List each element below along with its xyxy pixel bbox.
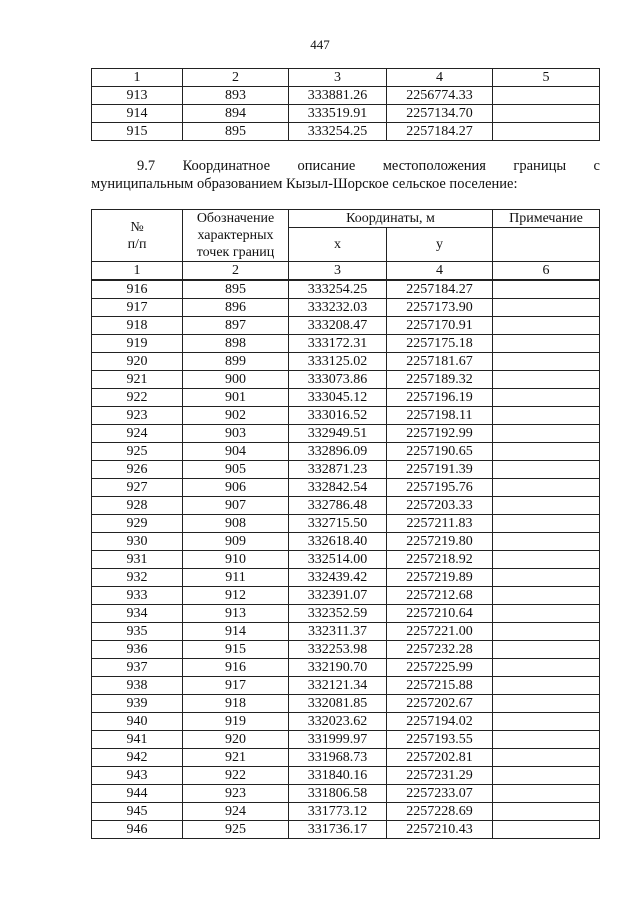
table-cell: 2257195.76: [387, 479, 493, 497]
table-cell: [493, 803, 600, 821]
table-cell: [493, 497, 600, 515]
table-cell: 332081.85: [289, 695, 387, 713]
table-cell: [493, 623, 600, 641]
table-cell: 924: [183, 803, 289, 821]
table-cell: 902: [183, 407, 289, 425]
table-cell: 905: [183, 461, 289, 479]
column-number: 3: [289, 262, 387, 281]
table-cell: [493, 407, 600, 425]
table-cell: [493, 515, 600, 533]
heading-word: местоположения: [382, 158, 486, 174]
table-row: [92, 641, 600, 659]
table-cell: 2257175.18: [387, 335, 493, 353]
table-cell: 913: [183, 605, 289, 623]
table-row: [92, 425, 600, 443]
table-cell: [493, 317, 600, 335]
table-cell: 912: [183, 587, 289, 605]
table-row: [92, 353, 600, 371]
table-cell: 2257211.83: [387, 515, 493, 533]
table-cell: 2257232.28: [387, 641, 493, 659]
table-cell: 2257193.55: [387, 731, 493, 749]
table-cell: 331999.97: [289, 731, 387, 749]
column-number-row: [92, 262, 600, 281]
table-row: [92, 533, 600, 551]
table-cell: [493, 87, 600, 105]
table-cell: [493, 371, 600, 389]
page-number: 447: [310, 37, 330, 52]
table-cell: 333016.52: [289, 407, 387, 425]
header-number: [92, 210, 183, 262]
table-cell: 921: [92, 371, 183, 389]
table-cell: 938: [92, 677, 183, 695]
top-coordinates-table: [91, 68, 600, 141]
table-cell: 918: [92, 317, 183, 335]
table-cell: 333172.31: [289, 335, 387, 353]
table-row: [92, 87, 600, 105]
heading-word: описание: [297, 158, 356, 174]
table-cell: 333881.26: [289, 87, 387, 105]
table-row: [92, 569, 600, 587]
table-cell: 2257202.67: [387, 695, 493, 713]
column-number: 6: [493, 262, 600, 281]
table-cell: 2257184.27: [387, 280, 493, 299]
table-cell: 2257218.92: [387, 551, 493, 569]
table-cell: 939: [92, 695, 183, 713]
table-cell: 927: [92, 479, 183, 497]
table-cell: 333254.25: [289, 280, 387, 299]
table-cell: 331773.12: [289, 803, 387, 821]
table-cell: [493, 533, 600, 551]
table-cell: [493, 105, 600, 123]
table-cell: 2257173.90: [387, 299, 493, 317]
table-cell: 331968.73: [289, 749, 387, 767]
table-cell: [493, 749, 600, 767]
table-row: [92, 280, 600, 299]
table-row: [92, 731, 600, 749]
table-cell: [493, 551, 600, 569]
table-cell: 333125.02: [289, 353, 387, 371]
table-row: [92, 587, 600, 605]
table-cell: 2257190.65: [387, 443, 493, 461]
table-cell: 937: [92, 659, 183, 677]
heading-word: границы: [513, 158, 567, 174]
table-cell: 2257219.89: [387, 569, 493, 587]
table-cell: [493, 785, 600, 803]
table-cell: 332949.51: [289, 425, 387, 443]
table-cell: 925: [183, 821, 289, 839]
table-cell: 2257221.00: [387, 623, 493, 641]
table-row: [92, 389, 600, 407]
table-row: [92, 443, 600, 461]
table-cell: [493, 280, 600, 299]
table-cell: 914: [92, 105, 183, 123]
section-number: 9.7: [137, 158, 156, 174]
table-cell: 2257192.99: [387, 425, 493, 443]
table-cell: 2257212.68: [387, 587, 493, 605]
table-cell: 913: [92, 87, 183, 105]
table-row: [92, 785, 600, 803]
table-cell: 2257194.02: [387, 713, 493, 731]
table-cell: 2257203.33: [387, 497, 493, 515]
table-cell: 900: [183, 371, 289, 389]
table-cell: 917: [183, 677, 289, 695]
table-cell: 332514.00: [289, 551, 387, 569]
column-number-row: [92, 69, 600, 87]
heading-line-2: муниципальным образованием Кызыл-Шорское сельское поселение:: [91, 176, 518, 192]
table-cell: [493, 767, 600, 785]
table-cell: 925: [92, 443, 183, 461]
table-cell: 915: [183, 641, 289, 659]
header-number-line: №: [130, 219, 144, 235]
table-cell: [493, 821, 600, 839]
heading-word: с: [593, 158, 600, 174]
table-cell: 333519.91: [289, 105, 387, 123]
table-cell: 332842.54: [289, 479, 387, 497]
header-note-empty: [493, 228, 600, 262]
table-cell: 911: [183, 569, 289, 587]
column-number: 2: [183, 69, 289, 87]
table-cell: 931: [92, 551, 183, 569]
table-cell: 896: [183, 299, 289, 317]
table-cell: 908: [183, 515, 289, 533]
table-cell: [493, 695, 600, 713]
table-cell: 907: [183, 497, 289, 515]
table-cell: 332439.42: [289, 569, 387, 587]
header-coordinates: Координаты, м: [289, 210, 493, 228]
table-cell: 2257210.64: [387, 605, 493, 623]
table-cell: 333232.03: [289, 299, 387, 317]
table-cell: 333208.47: [289, 317, 387, 335]
table-cell: 897: [183, 317, 289, 335]
table-cell: 895: [183, 280, 289, 299]
table-cell: 916: [183, 659, 289, 677]
table-cell: 926: [92, 461, 183, 479]
header-designation-line: характерных: [197, 228, 274, 243]
table-row: [92, 299, 600, 317]
table-cell: 2257219.80: [387, 533, 493, 551]
table-cell: 915: [92, 123, 183, 141]
table-cell: [493, 299, 600, 317]
table-row: [92, 803, 600, 821]
heading-line-1: [91, 157, 600, 175]
table-cell: 331840.16: [289, 767, 387, 785]
table-cell: [493, 353, 600, 371]
table-cell: 2257191.39: [387, 461, 493, 479]
table-cell: 2257215.88: [387, 677, 493, 695]
table-cell: 906: [183, 479, 289, 497]
table-cell: 332023.62: [289, 713, 387, 731]
table-cell: 920: [92, 353, 183, 371]
table-cell: 942: [92, 749, 183, 767]
table-cell: [493, 659, 600, 677]
column-number: 2: [183, 262, 289, 281]
table-cell: 332121.34: [289, 677, 387, 695]
table-cell: 331806.58: [289, 785, 387, 803]
table-cell: 893: [183, 87, 289, 105]
table-cell: 921: [183, 749, 289, 767]
table-cell: 2257170.91: [387, 317, 493, 335]
boundary-coordinates-table: [91, 209, 600, 839]
header-y: y: [387, 228, 493, 262]
table-cell: 923: [92, 407, 183, 425]
table-row: [92, 659, 600, 677]
table-row: [92, 605, 600, 623]
table-cell: 333045.12: [289, 389, 387, 407]
table-cell: [493, 731, 600, 749]
table-row: [92, 335, 600, 353]
table-row: [92, 497, 600, 515]
table-cell: 332896.09: [289, 443, 387, 461]
table-cell: 332786.48: [289, 497, 387, 515]
table-cell: 2257134.70: [387, 105, 493, 123]
header-x: x: [289, 228, 387, 262]
table-cell: 943: [92, 767, 183, 785]
column-number: 3: [289, 69, 387, 87]
table-cell: 904: [183, 443, 289, 461]
table-row: [92, 515, 600, 533]
table-row: [92, 461, 600, 479]
table-row: [92, 713, 600, 731]
table-cell: 914: [183, 623, 289, 641]
table-cell: 944: [92, 785, 183, 803]
header-designation: [183, 210, 289, 262]
table-cell: 941: [92, 731, 183, 749]
table-cell: 333254.25: [289, 123, 387, 141]
table-row: [92, 767, 600, 785]
table-cell: [493, 587, 600, 605]
table-cell: 923: [183, 785, 289, 803]
heading-word: Координатное: [182, 158, 271, 174]
table-cell: [493, 123, 600, 141]
table-cell: 332391.07: [289, 587, 387, 605]
table-cell: 2257210.43: [387, 821, 493, 839]
table-cell: 331736.17: [289, 821, 387, 839]
table-row: [92, 123, 600, 141]
table-row: [92, 695, 600, 713]
table-cell: 945: [92, 803, 183, 821]
table-cell: 918: [183, 695, 289, 713]
table-cell: 332253.98: [289, 641, 387, 659]
table-cell: 899: [183, 353, 289, 371]
table-cell: 2257228.69: [387, 803, 493, 821]
table-cell: 2257225.99: [387, 659, 493, 677]
table-cell: 924: [92, 425, 183, 443]
table-cell: 903: [183, 425, 289, 443]
table-row: [92, 551, 600, 569]
table-cell: [493, 605, 600, 623]
column-number: 4: [387, 69, 493, 87]
table-cell: 922: [183, 767, 289, 785]
header-row: [92, 210, 600, 228]
table-cell: 919: [92, 335, 183, 353]
table-cell: 940: [92, 713, 183, 731]
table-cell: 2257198.11: [387, 407, 493, 425]
table-cell: 894: [183, 105, 289, 123]
table-cell: 2257233.07: [387, 785, 493, 803]
table-row: [92, 407, 600, 425]
table-cell: 909: [183, 533, 289, 551]
column-number: 1: [92, 262, 183, 281]
table-cell: [493, 425, 600, 443]
table-cell: 935: [92, 623, 183, 641]
table-cell: 910: [183, 551, 289, 569]
table-cell: [493, 713, 600, 731]
table-cell: [493, 569, 600, 587]
table-cell: 920: [183, 731, 289, 749]
table-cell: 930: [92, 533, 183, 551]
header-designation-line: Обозначение: [196, 211, 275, 226]
table-cell: 946: [92, 821, 183, 839]
table-cell: 332871.23: [289, 461, 387, 479]
table-cell: 934: [92, 605, 183, 623]
table-cell: 895: [183, 123, 289, 141]
table-row: [92, 479, 600, 497]
table-row: [92, 821, 600, 839]
table-cell: [493, 461, 600, 479]
table-row: [92, 371, 600, 389]
table-cell: 333073.86: [289, 371, 387, 389]
table-cell: 932: [92, 569, 183, 587]
table-cell: 901: [183, 389, 289, 407]
table-row: [92, 749, 600, 767]
table-cell: 2257202.81: [387, 749, 493, 767]
table-cell: 2256774.33: [387, 87, 493, 105]
table-cell: 332311.37: [289, 623, 387, 641]
header-designation-line: точек границ: [196, 245, 275, 260]
table-row: [92, 317, 600, 335]
table-cell: 332352.59: [289, 605, 387, 623]
table-cell: 936: [92, 641, 183, 659]
table-cell: 929: [92, 515, 183, 533]
table-cell: 2257184.27: [387, 123, 493, 141]
header-note: Примечание: [493, 210, 600, 228]
table-cell: [493, 389, 600, 407]
table-cell: 2257181.67: [387, 353, 493, 371]
table-cell: 332618.40: [289, 533, 387, 551]
table-cell: 2257189.32: [387, 371, 493, 389]
table-cell: 922: [92, 389, 183, 407]
column-number: 5: [493, 69, 600, 87]
table-cell: 917: [92, 299, 183, 317]
table-cell: 928: [92, 497, 183, 515]
table-row: [92, 105, 600, 123]
column-number: 1: [92, 69, 183, 87]
table-cell: [493, 479, 600, 497]
table-cell: [493, 335, 600, 353]
table-row: [92, 677, 600, 695]
section-heading: [91, 157, 600, 193]
column-number: 4: [387, 262, 493, 281]
table-cell: 916: [92, 280, 183, 299]
header-number-line: п/п: [127, 236, 147, 252]
table-cell: 2257196.19: [387, 389, 493, 407]
table-cell: [493, 641, 600, 659]
table-cell: [493, 443, 600, 461]
table-cell: [493, 677, 600, 695]
table-cell: 933: [92, 587, 183, 605]
table-cell: 332190.70: [289, 659, 387, 677]
table-cell: 898: [183, 335, 289, 353]
table-cell: 332715.50: [289, 515, 387, 533]
table-cell: 2257231.29: [387, 767, 493, 785]
table-row: [92, 623, 600, 641]
table-cell: 919: [183, 713, 289, 731]
